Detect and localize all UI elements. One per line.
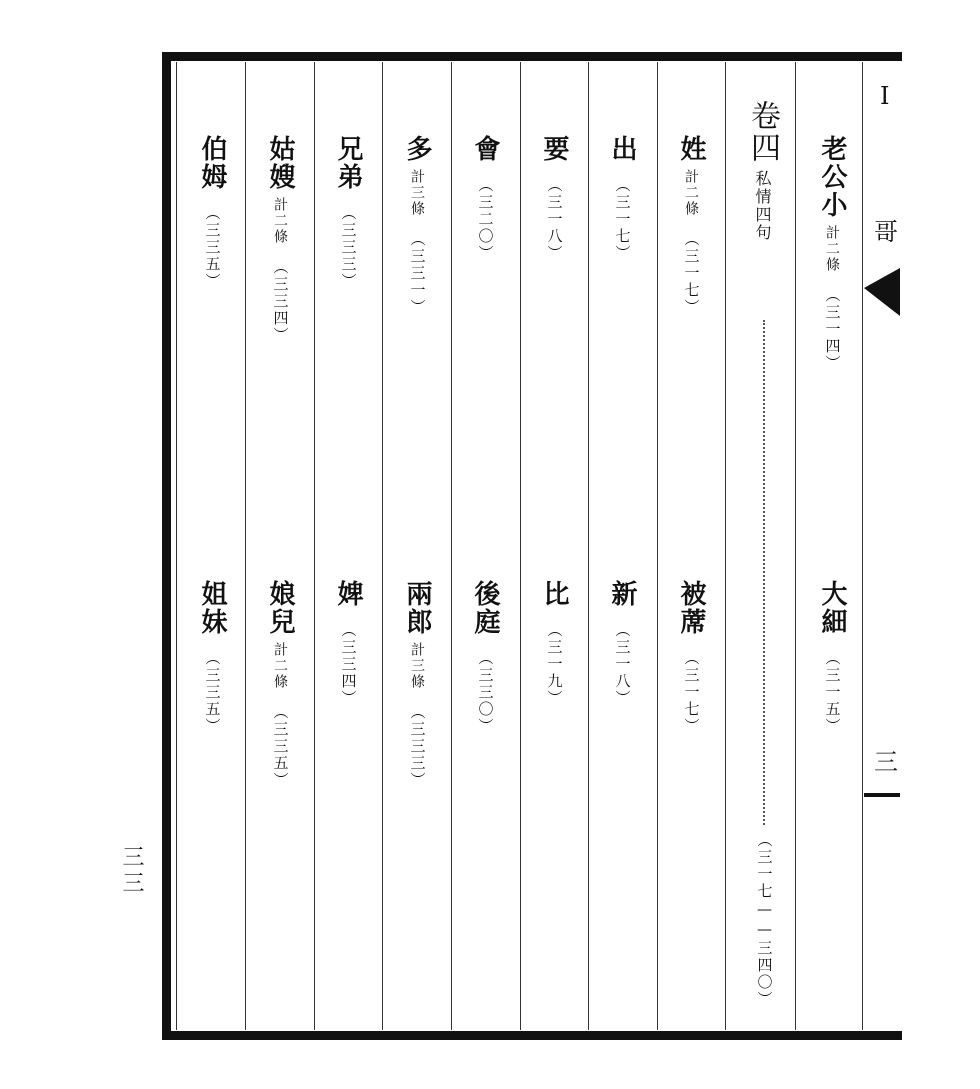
volume-range-text: （三一七——三四〇） (755, 832, 774, 1008)
toc-entry (602, 135, 642, 262)
edge-bar-mark (864, 793, 900, 797)
edge-char-mid: 哥 (874, 218, 898, 246)
entry-note: 計二條 (272, 642, 288, 690)
entry-page: （三二〇） (476, 177, 495, 262)
entry-page: （三一八） (613, 622, 632, 707)
toc-entry (465, 135, 505, 262)
entry-note: 計三條 (409, 169, 425, 217)
entry-title: 大細 (817, 580, 847, 636)
edge-wedge-mark (864, 268, 900, 316)
entry-title: 被蓆 (676, 580, 706, 636)
entry-title: 要 (539, 135, 569, 163)
entry-title: 婢 (333, 580, 363, 608)
toc-entry (534, 580, 574, 707)
column-divider (382, 62, 383, 1030)
toc-entry (671, 580, 711, 735)
page-number: 三三 (119, 845, 144, 897)
entry-page: （三三四） (271, 259, 290, 344)
toc-entry (397, 135, 437, 316)
column-divider (245, 62, 246, 1030)
entry-note: 計二條 (683, 169, 699, 217)
entry-title: 娘兒 (265, 580, 295, 636)
toc-entry (671, 135, 711, 316)
column-divider (795, 62, 796, 1030)
entry-title: 後庭 (470, 580, 500, 636)
entry-page: （三一五） (823, 650, 842, 735)
toc-entry (534, 135, 574, 262)
entry-page: （三三五） (203, 650, 222, 735)
entry-page: （三三〇） (476, 650, 495, 735)
toc-entry (328, 580, 368, 707)
toc-entry (260, 135, 300, 344)
toc-entry (192, 580, 232, 735)
entry-page: （三三四） (339, 622, 358, 707)
entry-page: （三三五） (271, 704, 290, 789)
volume-subtitle: 私情四句 (753, 170, 772, 242)
entry-title: 會 (470, 135, 500, 163)
entry-page: （三一四） (823, 287, 842, 372)
edge-char-top: I (880, 82, 890, 110)
entry-note: 計二條 (824, 225, 840, 273)
toc-entry (812, 135, 852, 372)
volume-heading (740, 100, 784, 242)
toc-entry (192, 135, 232, 290)
entry-page: （三一七） (613, 177, 632, 262)
toc-entry (602, 580, 642, 707)
column-divider (725, 62, 726, 1030)
entry-title: 兄弟 (333, 135, 363, 191)
column-divider (657, 62, 658, 1030)
entry-note: 計三條 (409, 642, 425, 690)
column-divider (451, 62, 452, 1030)
leader-dots (763, 320, 767, 825)
entry-title: 出 (607, 135, 637, 163)
entry-page: （三三三） (408, 704, 427, 789)
entry-page: （三三三） (339, 205, 358, 290)
entry-page: （三一七） (682, 231, 701, 316)
edge-char-bottom: 三 (874, 748, 898, 776)
entry-title: 比 (539, 580, 569, 608)
entry-title: 老公小 (817, 135, 847, 219)
entry-page: （三一七） (682, 650, 701, 735)
entry-page: （三三一） (408, 231, 427, 316)
toc-entry (260, 580, 300, 789)
volume-range (746, 832, 782, 1008)
right-edge-line (862, 62, 863, 1030)
entry-title: 多 (402, 135, 432, 163)
entry-title: 新 (607, 580, 637, 608)
column-divider (314, 62, 315, 1030)
entry-title: 伯姆 (197, 135, 227, 191)
entry-page: （三一九） (545, 622, 564, 707)
volume-title: 卷四 (745, 100, 780, 164)
entry-page: （三三五） (203, 205, 222, 290)
toc-entry (397, 580, 437, 789)
entry-page: （三一八） (545, 177, 564, 262)
entry-title: 姐妹 (197, 580, 227, 636)
entry-title: 兩郎 (402, 580, 432, 636)
entry-title: 姑嫂 (265, 135, 295, 191)
entry-note: 計二條 (272, 197, 288, 245)
toc-entry (328, 135, 368, 290)
toc-entry (812, 580, 852, 735)
column-divider (520, 62, 521, 1030)
toc-entry (465, 580, 505, 735)
entry-title: 姓 (676, 135, 706, 163)
column-divider (588, 62, 589, 1030)
inner-border-line (176, 62, 177, 1030)
